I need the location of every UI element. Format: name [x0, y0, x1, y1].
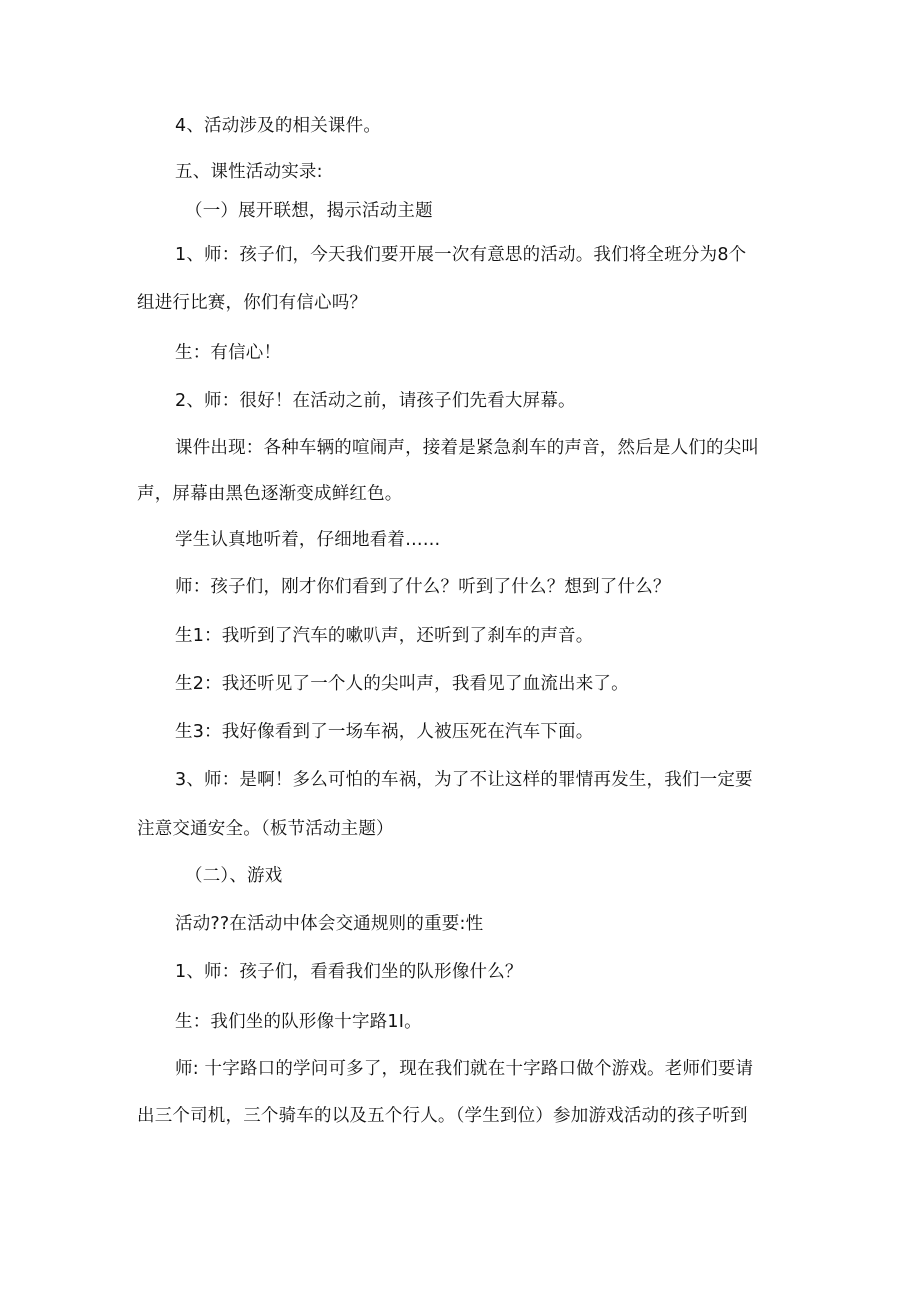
- text-line: 注意交通安全。（板节活动主题）: [137, 819, 394, 839]
- text-line: 师：孩子们，刚才你们看到了什么？听到了什么？想到了什么？: [175, 577, 671, 597]
- text-line: 2、师：很好！在活动之前，请孩子们先看大屏幕。: [175, 391, 576, 411]
- text-line: 学生认真地听着，仔细地看着……: [175, 530, 441, 550]
- text-line: 出三个司机，三个骑车的以及五个行人。（学生到位）参加游戏活动的孩子听到: [137, 1106, 748, 1126]
- text-line: 生3：我好像看到了一场车祸，人被压死在汽车下面。: [175, 722, 594, 742]
- subsection-heading-2: （二）、游戏: [185, 866, 283, 886]
- text-line: 声，屏幕由黑色逐渐变成鲜红色。: [137, 484, 403, 504]
- subsection-heading-1: （一）展开联想，揭示活动主题: [185, 201, 433, 221]
- text-line: 生：我们坐的队形像十字路1I。: [175, 1012, 422, 1032]
- text-line: 生2：我还听见了一个人的尖叫声，我看见了血流出来了。: [175, 674, 629, 694]
- text-line: 师: 十字路口的学问可多了，现在我们就在十字路口做个游戏。老师们要请: [175, 1059, 754, 1079]
- text-line: 1、师：孩子们，看看我们坐的队形像什么？: [175, 962, 523, 982]
- text-line-materials: 4、活动涉及的相关课件。: [175, 116, 382, 136]
- text-line: 课件出现：各种车辆的喧闹声，接着是紧急刹车的声音，然后是人们的尖叫: [175, 438, 760, 458]
- text-line: 组进行比赛，你们有信心吗？: [137, 293, 368, 313]
- section-heading-activity-record: 五、课性活动实录:: [175, 162, 323, 182]
- text-line: 生1：我听到了汽车的嗽叭声，还听到了刹车的声音。: [175, 626, 594, 646]
- text-line: 3、师：是啊！多么可怕的车祸，为了不让这样的罪情再发生，我们一定要: [175, 770, 753, 790]
- text-line: 活动??在活动中体会交通规则的重要:性: [175, 914, 484, 934]
- text-line: 生：有信心！: [175, 343, 282, 363]
- text-line: 1、师：孩子们，今天我们要开展一次有意思的活动。我们将全班分为8个: [175, 245, 747, 265]
